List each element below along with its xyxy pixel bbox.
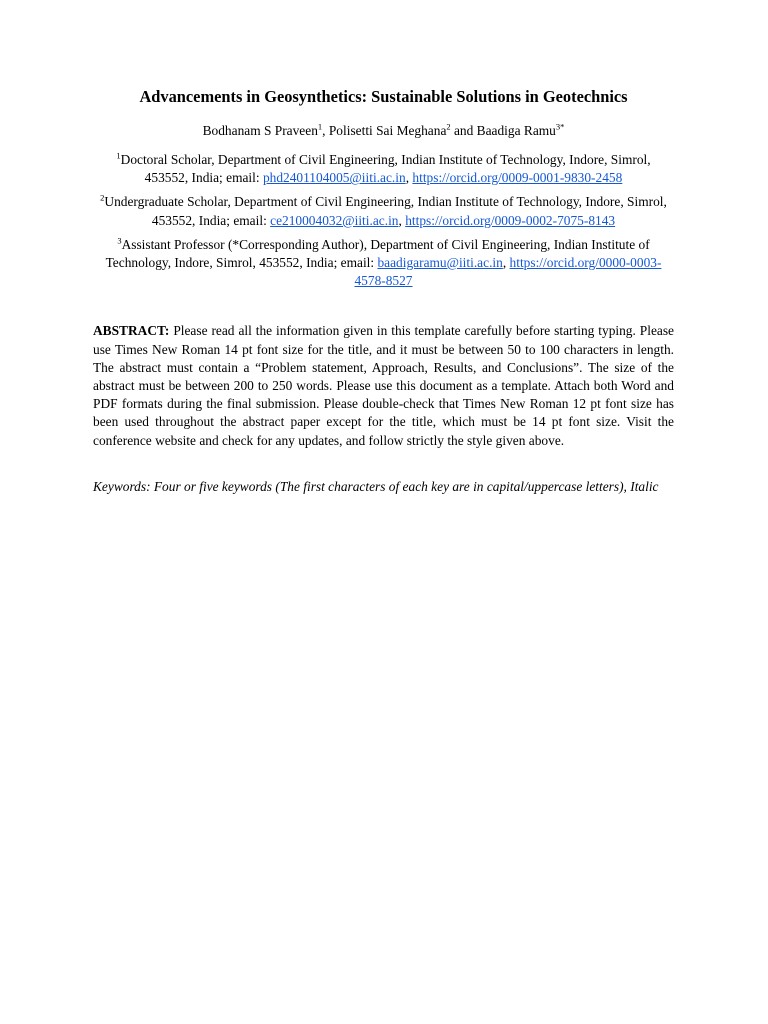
author-separator: and [450,123,477,138]
abstract-paragraph [93,322,674,449]
affiliation-separator: , [405,170,413,186]
orcid-link[interactable]: https://orcid.org/0000-0003-4578-8527 [354,255,662,289]
affiliation-1 [93,151,674,187]
orcid-link[interactable]: https://orcid.org/0009-0002-7075-8143 [405,212,616,228]
affiliation-text: Assistant Professor (*Corresponding Author), Department of Civil Engineering, Indian Institute of Technology, Indore, Simrol, 453552, India; email: [105,236,650,271]
abstract-text: Please read all the information given in this template carefully before starting typing. Please use Times New Roman 14 pt font size for the title, and it must be between 50 to 100 characters in length. The abstract must contain a “Problem statement, Approach, Results, and Conclusions”. The size of the abstract must be between 200 to 250 words. Please use this document as a template. Attach both Word and PDF formats during the final submission. Please double-check that Times New Roman 12 pt font size has been used throughout the abstract paper except for the title, which must be 14 pt font size. Visit the conference website and check for any updates, and follow strictly the style given above. [93,323,674,448]
author-separator: , [322,123,329,138]
email-link[interactable]: ce210004032@iiti.ac.in [270,212,399,228]
email-link[interactable]: phd2401104005@iiti.ac.in [262,170,406,186]
affiliation-3 [93,236,674,291]
affiliation-separator: , [398,212,406,228]
author-name: Bodhanam S Praveen [202,123,318,138]
author-superscript: 3* [555,121,565,132]
affiliation-2 [93,193,674,229]
paper-title: Advancements in Geosynthetics: Sustainable Solutions in Geotechnics [139,87,628,106]
author-name: Polisetti Sai Meghana [328,123,447,138]
keywords-line: Keywords: Four or five keywords (The first characters of each key are in capital/uppercase letters), Italic [93,478,659,494]
email-link[interactable]: baadigaramu@iiti.ac.in [377,255,503,271]
affiliation-separator: , [502,255,510,271]
abstract-label: ABSTRACT: [93,323,170,339]
affiliation-text: Undergraduate Scholar, Department of Civil Engineering, Indian Institute of Technology, Indore, Simrol, 453552, India; email: [104,194,667,228]
paper-page [93,86,674,496]
author-list [93,122,674,140]
affiliation-superscript: 1 [116,150,121,161]
orcid-link[interactable]: https://orcid.org/0009-0001-9830-2458 [412,170,623,186]
affiliation-superscript: 2 [100,192,105,203]
affiliation-text: Doctoral Scholar, Department of Civil Engineering, Indian Institute of Technology, Indore, Simrol, 453552, India; email: [120,152,651,186]
affiliation-superscript: 3 [117,235,122,246]
author-name: Baadiga Ramu [476,123,556,138]
author-superscript: 2 [446,121,451,132]
author-superscript: 1 [317,121,323,132]
